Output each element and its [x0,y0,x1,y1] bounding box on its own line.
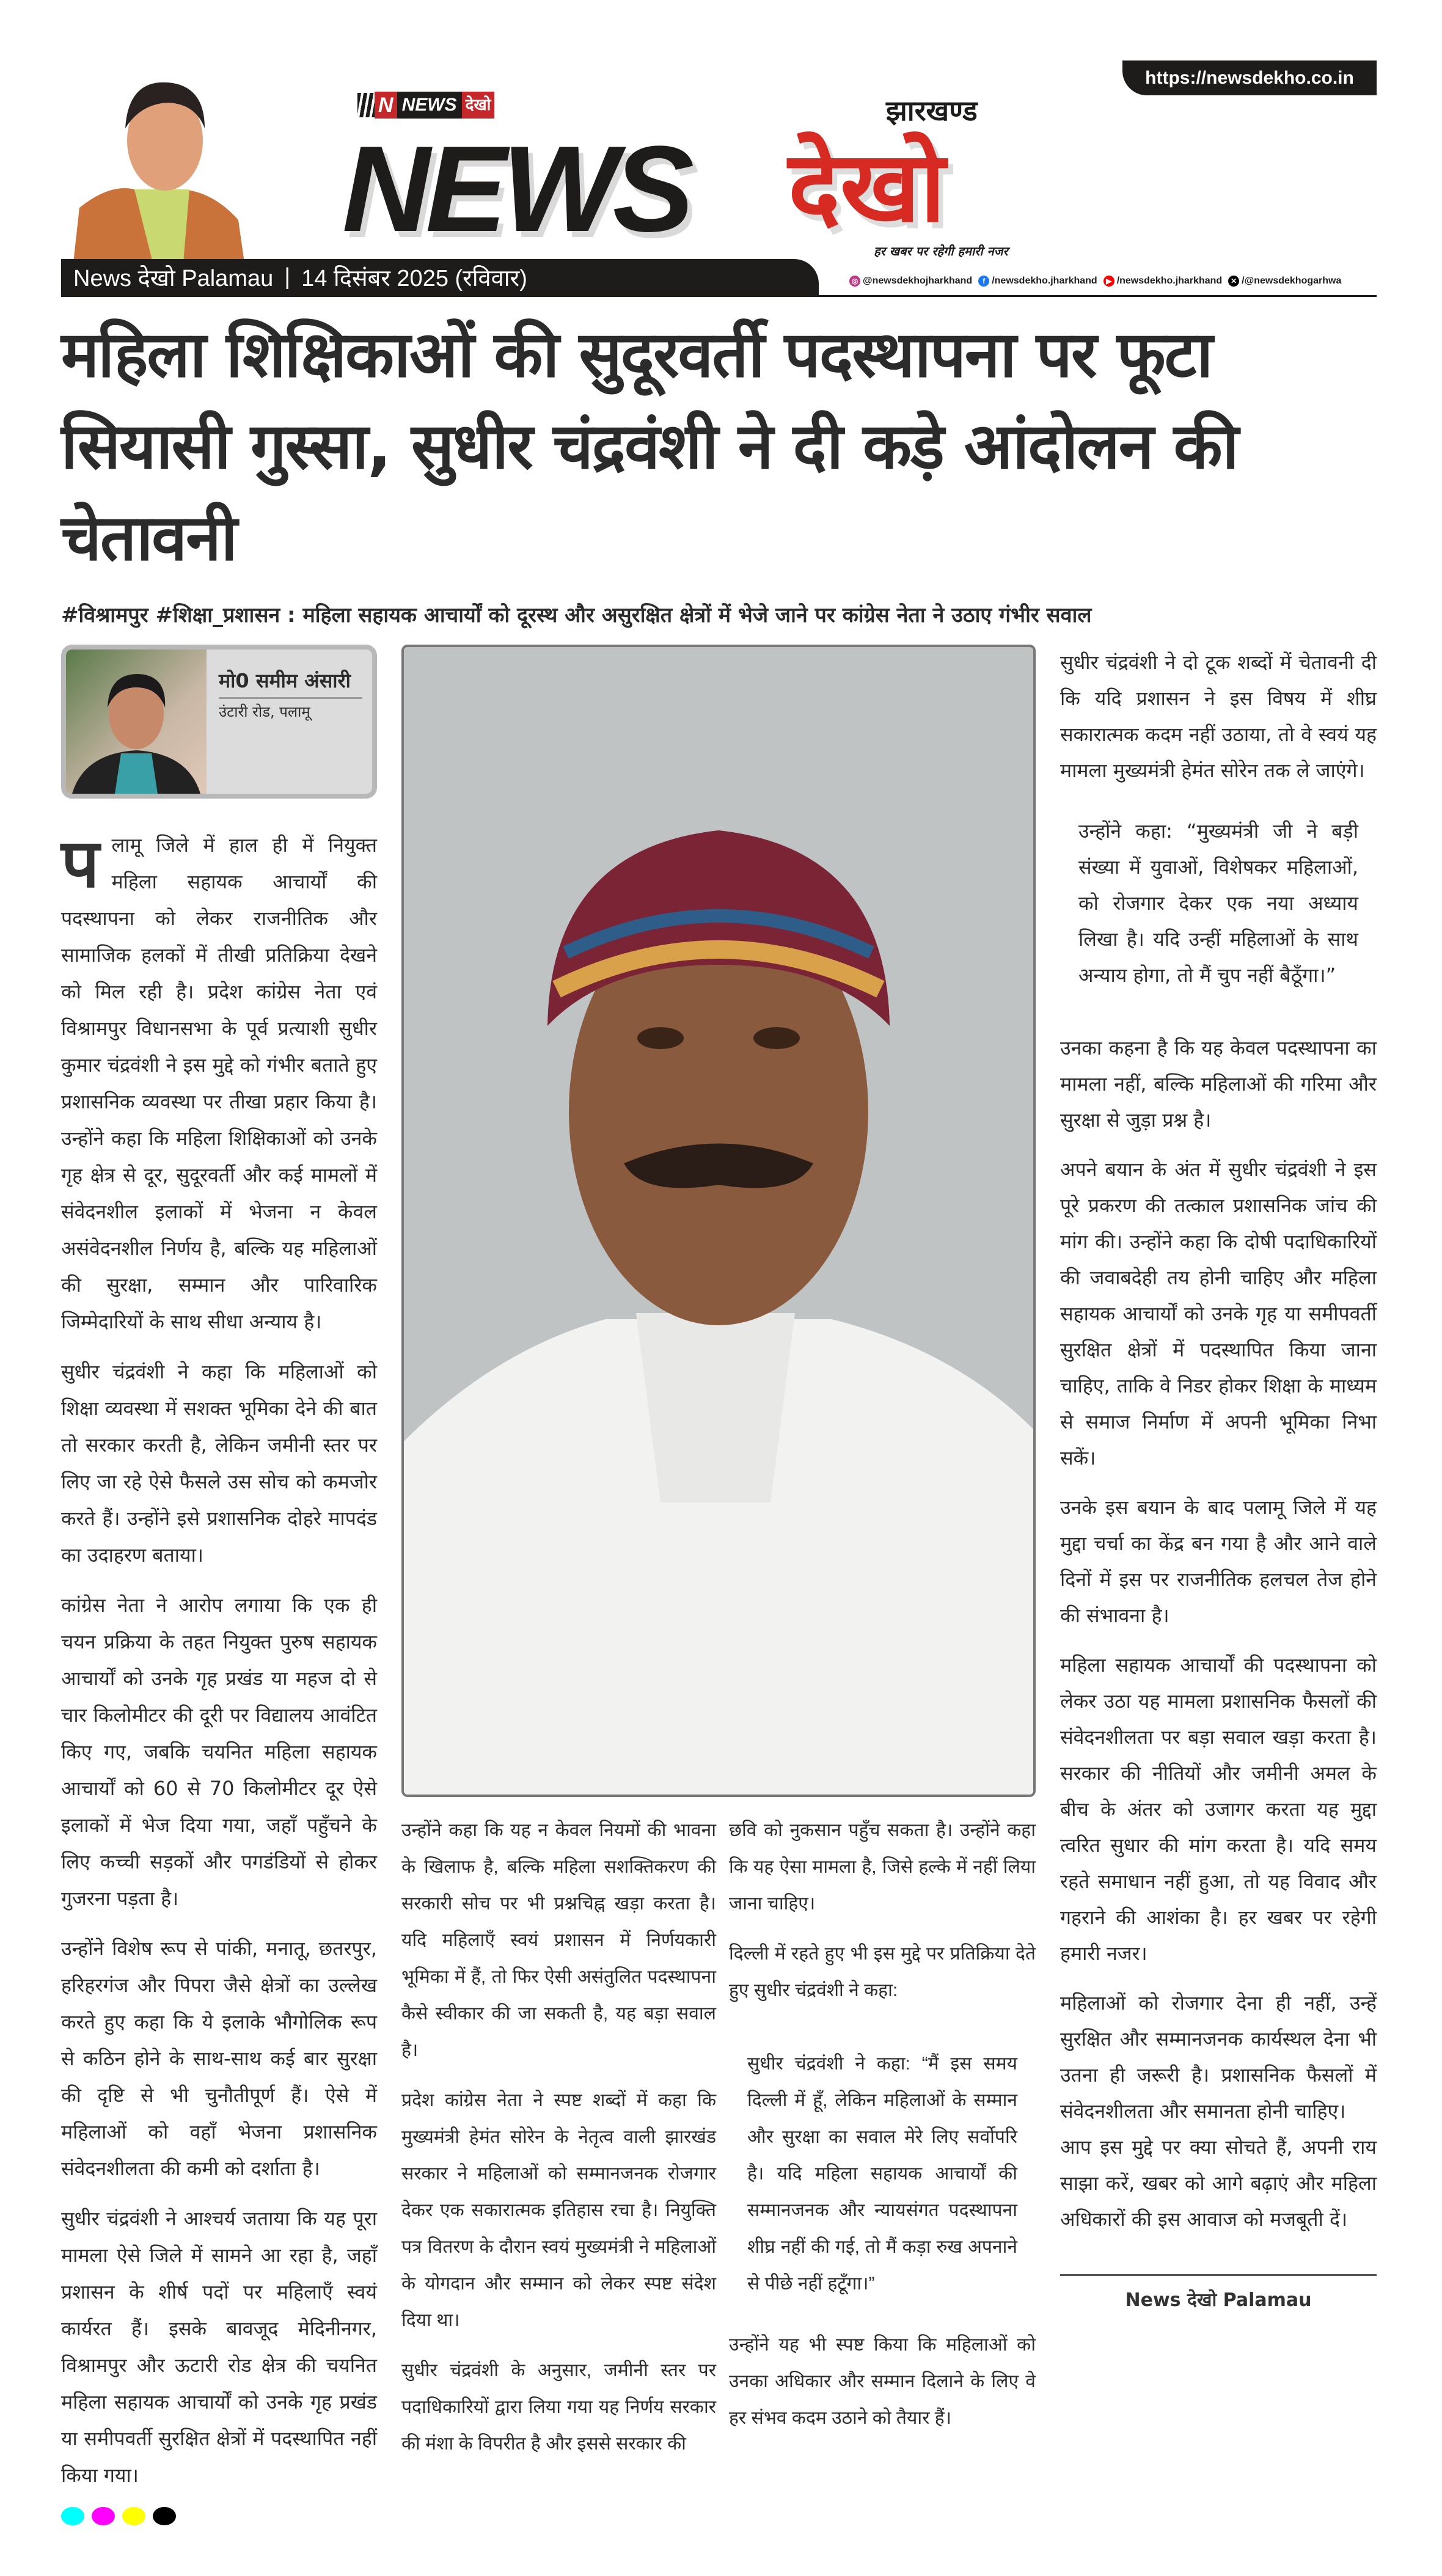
paragraph: उनका कहना है कि यह केवल पदस्थापना का मामला नहीं, बल्कि महिलाओं की गरिमा और सुरक्षा से जुड़ा प्रश्न है। [1060,1036,1377,1132]
registration-marks [61,2507,377,2525]
x-icon: ✕ [1228,276,1239,287]
social-x[interactable] [1228,275,1341,287]
footer-divider [1060,2274,1377,2276]
article-subheadline: #विश्रामपुर #शिक्षा_प्रशासन : महिला सहायक आचार्यों को दूरस्थ और असुरक्षित क्षेत्रों में भेजे जाने पर कांग्रेस नेता ने उठाए गंभीर सवाल [61,603,1092,628]
middle-subcolumns [401,1812,1036,2476]
separator: | [284,264,291,290]
logo-stripes-icon [357,93,375,117]
article-headline: महिला शिक्षिकाओं की सुदूरवर्ती पदस्थापना पर फूटा सियासी गुस्सा, सुधीर चंद्रवंशी ने दी कड़े आंदोलन की चेतावनी [61,317,1238,575]
mini-logo-n: N [375,92,397,119]
left-column-wrap [61,645,377,2525]
paragraph: महिलाओं को रोजगार देना ही नहीं, उन्हें सुरक्षित और सम्मानजनक कार्यस्थल देना भी उतना ही जरूरी है। प्रशासनिक फैसलों में संवेदनशीलता और समानता होनी चाहिए। [1060,1991,1377,2123]
mini-logo-news: NEWS [397,92,462,119]
middle-column-wrap [401,645,1036,2476]
social-instagram[interactable] [849,275,972,287]
paragraph: उनके इस बयान के बाद पलामू जिले में यह मुद्दा चर्चा का केंद्र बन गया है और आने वाले दिनों में इस पर राजनीतिक हलचल तेज होने की संभावना है। [1060,1496,1377,1627]
paragraph: सुधीर चंद्रवंशी ने दो टूक शब्दों में चेतावनी दी कि यदि प्रशासन ने इस विषय में शीघ्र सकारात्मक कदम नहीं उठाया, तो वे स्वयं यह मामला मुख्यमंत्री हेमंत सोरेन तक ले जाएंगे। [1060,651,1377,782]
masthead-logo-dekho: देखो [788,130,946,244]
youtube-icon: ▶ [1103,276,1114,287]
black-dot [153,2507,176,2525]
website-url-link[interactable]: https://newsdekho.co.in [1122,60,1377,95]
middle-column-2 [729,1812,1036,2450]
paragraph: सुधीर चंद्रवंशी के अनुसार, जमीनी स्तर पर पदाधिकारियों द्वारा लिया गया यह निर्णय सरकार की मंशा के विपरीत है और इससे सरकार की [401,2360,716,2454]
masthead-state: झारखण्ड [886,94,978,127]
author-box [61,645,377,799]
paragraph: उन्होंने विशेष रूप से पांकी, मनातू, छतरपुर, हरिहरगंज और पिपरा जैसे क्षेत्रों का उल्लेख करते हुए कहा कि ये इलाके भौगोलिक रूप से कठिन होने के साथ-साथ कई बार सुरक्षा की दृष्टि से भी चुनौतीपूर्ण हैं। ऐसे में महिलाओं को वहाँ भेजना प्रशासनिक संवेदनशीलता की कमी को दर्शाता है। [61,1937,377,2180]
article-body [61,309,1377,2525]
drop-cap: प [61,824,100,902]
masthead-tagline: हर खबर पर रहेगी हमारी नजर [874,244,1008,258]
paragraph: सुधीर चंद्रवंशी ने कहा कि महिलाओं को शिक्षा व्यवस्था में सशक्त भूमिका देने की बात तो सरकार करती है, लेकिन जमीनी स्तर पर लिए जा रहे ऐसे फैसले उस सोच को कमजोर करते हैं। उन्होंने इसे प्रशासनिक दोहरे मापदंड का उदाहरण बताया। [61,1360,377,1567]
footer-signature: News देखो Palamau [1125,2289,1312,2311]
blockquote: सुधीर चंद्रवंशी ने कहा: “मैं इस समय दिल्ली में हूँ, लेकिन महिलाओं के सम्मान और सुरक्षा का सवाल मेरे लिए सर्वोपरि है। यदि महिला सहायक आचार्यों की सम्मानजनक और न्यायसंगत पदस्थापना शीघ्र नहीं की गई, तो मैं कड़ा रुख अपनाने से पीछे नहीं हटूँगा।” [747,2054,1017,2294]
social-handle: /newsdekho.jharkhand [1116,276,1223,286]
author-photo [66,649,207,794]
right-column-wrap [1060,645,1377,2314]
paragraph: छवि को नुकसान पहुँच सकता है। उन्होंने कहा कि यह ऐसा मामला है, जिसे हल्के में नहीं लिया जाना चाहिए। [729,1820,1036,1914]
paragraph-text: लामू जिले में हाल ही में नियुक्त महिला सहायक आचार्यों की पदस्थापना को लेकर राजनीतिक और सामाजिक हलकों में तीखी प्रतिक्रिया देखने को मिल रही है। प्रदेश कांग्रेस नेता एवं विश्रामपुर विधानसभा के पूर्व प्रत्याशी सुधीर कुमार चंद्रवंशी ने इस मुद्दे को गंभीर बताते हुए प्रशासनिक व्यवस्था पर तीखा प्रहार किया है। उन्होंने कहा कि महिला शिक्षिकाओं को उनके गृह क्षेत्र से दूर, सुदूरवर्ती और कई मामलों में संवेदनशील इलाकों में भेजना न केवल असंवेदनशील निर्णय है, बल्कि यह महिलाओं की सुरक्षा, सम्मान और पारिवारिक जिम्मेदारियों के साथ सीधा अन्याय है। [61,833,377,1333]
paragraph: कांग्रेस नेता ने आरोप लगाया कि एक ही चयन प्रक्रिया के तहत नियुक्त पुरुष सहायक आचार्यों को उनके गृह प्रखंड या महज दो से चार किलोमीटर की दूरी पर विद्यालय आवंटित किए गए, जबकि चयनित महिला सहायक आचार्यों को 60 से 70 किलोमीटर दूर ऐसे इलाकों में भेज दिया गया, जहाँ पहुँचने के लिए कच्ची सड़कों और पगडंडियों से होकर गुजरना पड़ता है। [61,1594,377,1910]
social-facebook[interactable] [978,275,1097,287]
author-name: मो0 समीम अंसारी [219,668,362,699]
mini-logo [357,92,494,119]
social-youtube[interactable] [1103,275,1222,287]
paragraph: उन्होंने यह भी स्पष्ट किया कि महिलाओं को उनका अधिकार और सम्मान दिलाने के लिए वे हर संभव कदम उठाने को तैयार हैं। [729,2335,1036,2428]
yellow-dot [122,2507,145,2525]
paragraph [61,824,377,1340]
author-location: उंटारी रोड, पलामू [219,703,310,720]
mini-logo-dekho: देखो [462,92,495,119]
founder-portrait [61,61,263,263]
cyan-dot [61,2507,84,2525]
magenta-dot [92,2507,115,2525]
paragraph: दिल्ली में रहते हुए भी इस मुद्दे पर प्रतिक्रिया देते हुए सुधीर चंद्रवंशी ने कहा: [729,1944,1036,2000]
left-column [61,824,377,2494]
middle-column-1 [401,1812,716,2476]
issue-date: 14 दिसंबर 2025 (रविवार) [301,265,527,291]
facebook-icon: f [978,276,989,287]
article-photo [401,645,1036,1797]
paragraph: महिला सहायक आचार्यों की पदस्थापना को लेकर उठा यह मामला प्रशासनिक फैसलों की संवेदनशीलता पर बड़ा सवाल खड़ा करता है। सरकार की नीतियों और जमीनी अमल के बीच के अंतर को उजागर करता यह मुद्दा त्वरित सुधार की मांग करता है। यदि समय रहते समाधान नहीं हुआ, तो यह विवाद और गहराने की आशंका है। हर खबर पर रहेगी हमारी नजर। [1060,1653,1377,1965]
header-divider [61,295,1377,297]
social-handle: /newsdekho.jharkhand [992,276,1097,286]
social-handles [849,275,1341,287]
social-handle: /@newsdekhogarhwa [1242,276,1342,286]
paragraph: आप इस मुद्दे पर क्या सोचते हैं, अपनी राय साझा करें, खबर को आगे बढ़ाएं और महिला अधिकारों की इस आवाज को मजबूती दें। [1060,2135,1377,2231]
social-handle: @newsdekhojharkhand [863,276,973,286]
paragraph: उन्होंने कहा कि यह न केवल नियमों की भावना के खिलाफ है, बल्कि महिला सशक्तिकरण की सरकारी सोच पर भी प्रश्नचिह्न खड़ा करता है। यदि महिलाएँ स्वयं प्रशासन में निर्णयकारी भूमिका में हैं, तो फिर ऐसी असंतुलित पदस्थापना कैसे स्वीकार की जा सकती है, यह बड़ा सवाल है। [401,1820,716,2060]
edition-date-bar [61,259,819,295]
article-columns [61,645,1377,2525]
paragraph: प्रदेश कांग्रेस नेता ने स्पष्ट शब्दों में कहा कि मुख्यमंत्री हेमंत सोरेन के नेतृत्व वाली झारखंड सरकार ने महिलाओं को सम्मानजनक रोजगार देकर एक सकारात्मक इतिहास रचा है। नियुक्ति पत्र वितरण के दौरान स्वयं मुख्यमंत्री ने महिलाओं के योगदान और सम्मान को लेकर स्पष्ट संदेश दिया था। [401,2090,716,2330]
paragraph: सुधीर चंद्रवंशी ने आश्चर्य जताया कि यह पूरा मामला ऐसे जिले में सामने आ रहा है, जहाँ प्रशासन के शीर्ष पदों पर महिलाएँ स्वयं कार्यरत हैं। इसके बावजूद मेदिनीनगर, विश्रामपुर और ऊटारी रोड क्षेत्र की चयनित महिला सहायक आचार्यों को उनके गृह प्रखंड या समीपवर्ती सुरक्षित क्षेत्रों में पदस्थापित नहीं किया गया। [61,2207,377,2487]
masthead-logo-news: NEWS [342,121,689,257]
paragraph: अपने बयान के अंत में सुधीर चंद्रवंशी ने इस पूरे प्रकरण की तत्काल प्रशासनिक जांच की मांग की। उन्होंने कहा कि दोषी पदाधिकारियों की जवाबदेही तय होनी चाहिए और महिला सहायक आचार्यों को उनके गृह या समीपवर्ती सुरक्षित क्षेत्रों में पदस्थापित किया जाना चाहिए, ताकि वे निडर होकर शिक्षा के माध्यम से समाज निर्माण में अपनी भूमिका निभा सकें। [1060,1158,1377,1469]
right-column [1060,645,1377,2238]
instagram-icon: ◎ [849,276,860,287]
edition-name: News देखो Palamau [73,265,274,291]
blockquote: उन्होंने कहा: “मुख्यमंत्री जी ने बड़ी संख्या में युवाओं, विशेषकर महिलाओं, को रोजगार देकर एक नया अध्याय लिखा है। यदि उन्हीं महिलाओं के साथ अन्याय होगा, तो मैं चुप नहीं बैठूँगा।” [1078,819,1358,987]
